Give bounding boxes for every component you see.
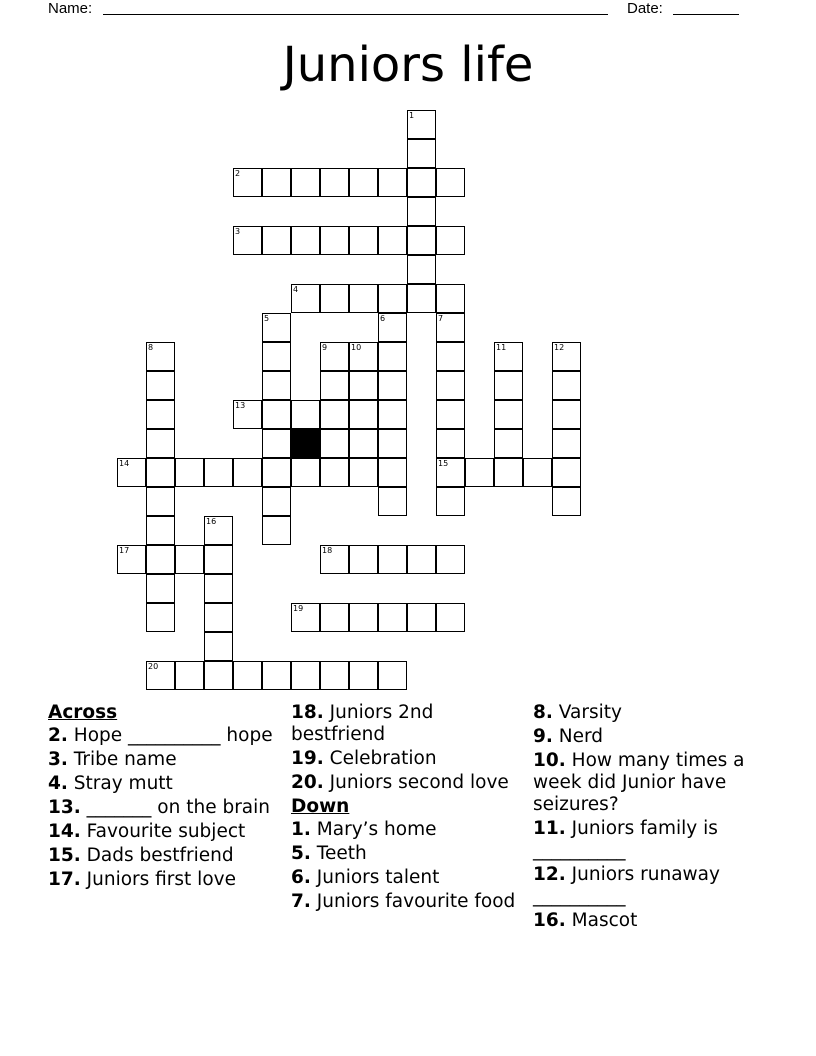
grid-cell[interactable] [204,516,233,545]
grid-cell[interactable] [436,313,465,342]
clue-number: 8 [148,343,154,352]
down-clue [291,819,531,841]
grid-cell[interactable] [146,516,175,545]
grid-cell[interactable] [349,661,378,690]
clue-text: Tribe name [67,749,177,770]
clue-number: 19. [291,748,324,769]
grid-cell[interactable] [407,197,436,226]
grid-cell[interactable] [291,226,320,255]
grid-cell[interactable] [291,661,320,690]
grid-cell[interactable] [146,429,175,458]
grid-cell[interactable] [262,400,291,429]
grid-cell[interactable] [291,458,320,487]
grid-cell[interactable] [262,371,291,400]
grid-cell[interactable] [552,458,581,487]
grid-cell[interactable] [320,284,349,313]
grid-cell[interactable] [233,168,262,197]
clue-number: 13 [235,401,246,410]
grid-cell[interactable] [233,661,262,690]
clue-number: 10. [533,750,566,771]
grid-cell[interactable] [436,458,465,487]
grid-cell[interactable] [378,603,407,632]
clue-number: 14. [48,821,81,842]
clues-column-1 [48,702,288,893]
grid-cell[interactable] [407,168,436,197]
grid-cell[interactable] [378,458,407,487]
grid-cell[interactable] [146,574,175,603]
grid-cell[interactable] [204,574,233,603]
clue-number: 5. [291,843,311,864]
down-clue [533,864,763,908]
grid-cell[interactable] [262,313,291,342]
across-clue [48,821,288,843]
grid-cell[interactable] [378,284,407,313]
grid-cell[interactable] [552,342,581,371]
clue-number: 16. [533,910,566,931]
clue-number: 15. [48,845,81,866]
grid-cell[interactable] [146,487,175,516]
clue-number: 18. [291,702,324,723]
grid-cell[interactable] [552,400,581,429]
grid-cell[interactable] [378,661,407,690]
grid-cell[interactable] [291,603,320,632]
across-clue [48,773,288,795]
clue-text: Celebration [323,748,437,769]
clue-text: Favourite subject [80,821,246,842]
grid-cell[interactable] [204,603,233,632]
grid-cell[interactable] [146,400,175,429]
grid-cell[interactable] [262,429,291,458]
grid-cell[interactable] [320,226,349,255]
grid-cell[interactable] [291,168,320,197]
clue-number: 4 [293,285,299,294]
clue-number: 16 [206,517,217,526]
clue-number: 3. [48,749,68,770]
clue-number: 17. [48,869,81,890]
across-clue [48,869,288,891]
clue-number: 17 [119,546,130,555]
clue-text: Dads bestfriend [80,845,234,866]
grid-cell[interactable] [436,168,465,197]
down-clue [533,910,763,932]
down-clue [533,702,763,724]
clue-text: Juniors runaway __________ [533,864,720,907]
clue-text: Nerd [552,726,604,747]
grid-cell[interactable] [436,342,465,371]
clue-text: Hope __________ hope [67,725,273,746]
clue-number: 15 [438,459,449,468]
grid-cell[interactable] [262,458,291,487]
clue-text: Juniors family is __________ [533,818,718,861]
down-clue [533,818,763,862]
grid-cell[interactable] [378,313,407,342]
grid-cell[interactable] [523,458,552,487]
grid-cell[interactable] [349,603,378,632]
grid-cell[interactable] [146,342,175,371]
grid-cell[interactable] [378,168,407,197]
grid-cell[interactable] [262,487,291,516]
grid-cell[interactable] [552,487,581,516]
down-clue [291,843,531,865]
clue-number: 11 [496,343,507,352]
grid-cell[interactable] [175,661,204,690]
date-label: Date: [627,0,663,17]
across-heading: Across [48,702,118,723]
grid-cell[interactable] [378,487,407,516]
grid-cell[interactable] [494,429,523,458]
grid-cell[interactable] [378,429,407,458]
clue-number: 2 [235,169,241,178]
clue-number: 7. [291,891,311,912]
grid-cell[interactable] [349,168,378,197]
clue-text: How many times a week did Junior have seizures? [533,750,745,815]
across-clue [48,749,288,771]
grid-cell[interactable] [349,429,378,458]
grid-cell[interactable] [378,545,407,574]
grid-cell[interactable] [262,226,291,255]
clue-number: 12. [533,864,566,885]
grid-cell[interactable] [262,661,291,690]
clue-number: 4. [48,773,68,794]
grid-cell[interactable] [378,342,407,371]
grid-cell[interactable] [175,545,204,574]
grid-cell[interactable] [320,458,349,487]
blocked-cell [291,429,320,458]
across-clue [291,748,531,770]
across-clue [48,797,288,819]
grid-cell[interactable] [320,400,349,429]
grid-cell[interactable] [233,226,262,255]
grid-cell[interactable] [320,429,349,458]
grid-cell[interactable] [146,458,175,487]
grid-cell[interactable] [436,371,465,400]
down-clue [291,867,531,889]
grid-cell[interactable] [349,284,378,313]
grid-cell[interactable] [262,168,291,197]
clue-number: 20 [148,662,159,671]
grid-cell[interactable] [320,545,349,574]
clue-number: 9 [322,343,328,352]
grid-cell[interactable] [436,226,465,255]
grid-cell[interactable] [407,284,436,313]
grid-cell[interactable] [146,603,175,632]
across-clue [291,702,531,746]
name-label: Name: [48,0,93,17]
grid-cell[interactable] [407,226,436,255]
grid-cell[interactable] [146,371,175,400]
grid-cell[interactable] [436,429,465,458]
grid-cell[interactable] [552,371,581,400]
clue-number: 11. [533,818,566,839]
grid-cell[interactable] [494,458,523,487]
grid-cell[interactable] [349,545,378,574]
grid-cell[interactable] [291,400,320,429]
grid-cell[interactable] [436,603,465,632]
grid-cell[interactable] [407,255,436,284]
grid-cell[interactable] [349,342,378,371]
grid-cell[interactable] [407,545,436,574]
clue-number: 3 [235,227,241,236]
clue-number: 13. [48,797,81,818]
clue-number: 18 [322,546,333,555]
clue-text: _______ on the brain [80,797,271,818]
grid-cell[interactable] [465,458,494,487]
grid-cell[interactable] [349,226,378,255]
grid-cell[interactable] [204,632,233,661]
grid-cell[interactable] [233,400,262,429]
grid-cell[interactable] [117,458,146,487]
grid-cell[interactable] [552,429,581,458]
grid-cell[interactable] [262,342,291,371]
grid-cell[interactable] [436,487,465,516]
down-clue [533,750,763,816]
grid-cell[interactable] [320,342,349,371]
clue-number: 5 [264,314,270,323]
clue-number: 20. [291,772,324,793]
grid-cell[interactable] [175,458,204,487]
clue-number: 2. [48,725,68,746]
clue-text: Juniors second love [323,772,509,793]
clue-text: Juniors 2nd bestfriend [291,702,434,745]
grid-cell[interactable] [262,516,291,545]
clue-text: Stray mutt [67,773,173,794]
grid-cell[interactable] [494,400,523,429]
grid-cell[interactable] [378,226,407,255]
grid-cell[interactable] [233,458,262,487]
clues-column-2 [291,702,531,915]
clue-number: 1. [291,819,311,840]
grid-cell[interactable] [494,371,523,400]
clue-number: 10 [351,343,362,352]
across-clue [48,845,288,867]
clue-text: Juniors favourite food [310,891,516,912]
grid-cell[interactable] [146,661,175,690]
clue-text: Juniors talent [310,867,440,888]
grid-cell[interactable] [204,545,233,574]
grid-cell[interactable] [146,545,175,574]
clue-number: 9. [533,726,553,747]
across-clue [291,772,531,794]
clue-number: 1 [409,111,415,120]
grid-cell[interactable] [349,458,378,487]
grid-cell[interactable] [320,661,349,690]
clue-number: 14 [119,459,130,468]
grid-cell[interactable] [320,168,349,197]
grid-cell[interactable] [349,400,378,429]
clue-number: 6. [291,867,311,888]
clue-number: 7 [438,314,444,323]
grid-cell[interactable] [291,284,320,313]
grid-cell[interactable] [204,661,233,690]
grid-cell[interactable] [407,603,436,632]
clue-text: Mary’s home [310,819,437,840]
grid-cell[interactable] [378,371,407,400]
grid-cell[interactable] [436,400,465,429]
down-heading: Down [291,796,350,817]
clue-number: 19 [293,604,304,613]
down-clue [291,891,531,913]
down-clue [533,726,763,748]
clue-number: 12 [554,343,565,352]
grid-cell[interactable] [204,458,233,487]
puzzle-title: Juniors life [282,37,534,93]
grid-cell[interactable] [378,400,407,429]
clue-number: 8. [533,702,553,723]
grid-cell[interactable] [349,371,378,400]
clue-text: Juniors first love [80,869,236,890]
clue-text: Mascot [565,910,638,931]
grid-cell[interactable] [407,139,436,168]
clues-column-3 [533,702,763,934]
across-clue [48,725,288,747]
grid-cell[interactable] [436,545,465,574]
grid-cell[interactable] [436,284,465,313]
grid-cell[interactable] [320,603,349,632]
clue-text: Varsity [552,702,622,723]
grid-cell[interactable] [320,371,349,400]
grid-cell[interactable] [494,342,523,371]
clue-number: 6 [380,314,386,323]
grid-cell[interactable] [117,545,146,574]
clue-text: Teeth [310,843,367,864]
grid-cell[interactable] [407,110,436,139]
